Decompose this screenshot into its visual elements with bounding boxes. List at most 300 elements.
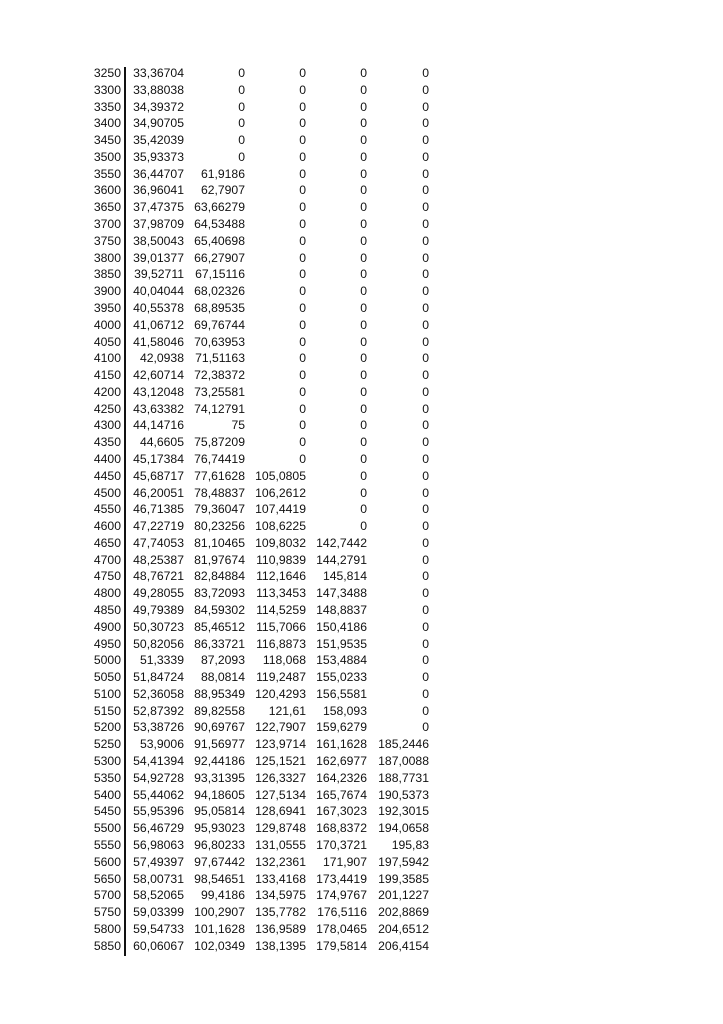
row-key-cell: 3400 (93, 116, 121, 131)
row-key-cell: 3950 (93, 300, 121, 315)
value-cell-5: 0 (422, 535, 429, 550)
value-cell-1: 42,0938 (139, 351, 184, 366)
value-cell-4: 0 (360, 334, 367, 349)
value-cell-5: 0 (422, 670, 429, 685)
value-cell-2: 62,7907 (200, 183, 245, 198)
value-cell-4: 0 (360, 116, 367, 131)
value-cell-5: 206,4154 (378, 938, 429, 953)
value-cell-2: 0 (238, 116, 245, 131)
value-cell-4: 0 (360, 435, 367, 450)
value-cell-4: 162,6977 (316, 754, 367, 769)
value-cell-4: 176,5116 (317, 905, 367, 920)
value-cell-1: 59,03399 (133, 905, 184, 920)
value-cell-5: 0 (422, 586, 429, 601)
value-cell-1: 43,63382 (133, 401, 184, 416)
row-key-cell: 5550 (93, 837, 121, 852)
value-cell-5: 0 (422, 468, 429, 483)
value-cell-1: 55,44062 (133, 787, 184, 802)
value-cell-4: 147,3488 (316, 586, 367, 601)
value-cell-2: 80,23256 (194, 519, 245, 534)
value-cell-5: 0 (422, 703, 429, 718)
value-cell-5: 0 (422, 686, 429, 701)
value-cell-5: 0 (422, 485, 429, 500)
value-cell-4: 168,8372 (316, 821, 367, 836)
value-cell-3: 129,8748 (255, 821, 306, 836)
value-cell-3: 105,0805 (255, 468, 306, 483)
value-cell-2: 0 (238, 82, 245, 97)
row-key-cell: 5150 (93, 703, 121, 718)
row-key-cell: 4900 (93, 619, 121, 634)
value-cell-4: 0 (360, 502, 367, 517)
value-cell-2: 71,51163 (195, 351, 245, 366)
value-cell-4: 0 (360, 401, 367, 416)
value-cell-2: 78,48837 (194, 485, 245, 500)
value-cell-3: 113,3453 (256, 586, 306, 601)
value-cell-1: 40,04044 (133, 284, 184, 299)
value-cell-3: 0 (299, 451, 306, 466)
value-cell-1: 49,28055 (133, 586, 184, 601)
value-cell-3: 118,068 (262, 653, 306, 668)
value-cell-4: 0 (360, 317, 367, 332)
row-key-cell: 5050 (93, 670, 121, 685)
value-cell-1: 56,98063 (133, 837, 184, 852)
value-cell-3: 0 (299, 250, 306, 265)
value-cell-4: 161,1628 (316, 737, 367, 752)
value-cell-5: 201,1227 (378, 888, 429, 903)
value-cell-2: 96,80233 (194, 837, 245, 852)
value-cell-3: 136,9589 (255, 921, 306, 936)
value-cell-4: 142,7442 (316, 535, 367, 550)
value-cell-2: 84,59302 (194, 603, 245, 617)
row-key-cell: 5650 (93, 871, 121, 886)
value-cell-1: 59,54733 (133, 921, 184, 936)
value-cell-2: 97,67442 (194, 854, 245, 869)
value-cell-1: 57,49397 (133, 854, 184, 869)
value-cell-5: 0 (422, 233, 429, 248)
value-cell-4: 156,5581 (316, 686, 367, 701)
value-cell-1: 54,41394 (133, 754, 184, 769)
value-cell-4: 150,4186 (316, 619, 367, 634)
value-cell-2: 85,46512 (194, 619, 245, 634)
row-key-cell: 3650 (93, 200, 121, 215)
value-cell-3: 135,7782 (255, 905, 306, 920)
value-cell-1: 54,92728 (133, 770, 184, 785)
value-cell-3: 0 (299, 116, 306, 131)
value-cell-5: 195,83 (391, 837, 429, 852)
value-cell-2: 0 (238, 99, 245, 114)
value-cell-2: 0 (238, 149, 245, 164)
value-cell-2: 98,54651 (194, 871, 245, 886)
value-cell-5: 204,6512 (378, 921, 429, 936)
row-key-cell: 4800 (93, 586, 121, 601)
value-cell-4: 0 (360, 250, 367, 265)
value-cell-5: 194,0658 (378, 821, 429, 836)
row-key-cell: 3700 (93, 217, 121, 232)
value-cell-1: 41,06712 (133, 317, 184, 332)
row-key-cell: 5100 (93, 686, 121, 701)
value-cell-4: 0 (360, 485, 367, 500)
value-cell-3: 0 (299, 66, 306, 80)
value-cell-4: 173,4419 (316, 871, 367, 886)
value-cell-1: 33,88038 (133, 82, 184, 97)
row-key-cell: 4850 (93, 603, 121, 617)
value-cell-1: 34,39372 (133, 99, 184, 114)
value-cell-3: 119,2487 (256, 670, 306, 685)
value-cell-2: 88,0814 (200, 670, 245, 685)
row-key-cell: 3900 (93, 284, 121, 299)
value-cell-5: 0 (422, 217, 429, 232)
value-cell-2: 94,18605 (194, 787, 245, 802)
value-cell-3: 0 (299, 384, 306, 399)
value-cell-3: 0 (299, 435, 306, 450)
value-cell-2: 102,0349 (194, 938, 245, 953)
value-cell-3: 127,5134 (255, 787, 306, 802)
row-key-cell: 3450 (93, 133, 121, 148)
value-cell-5: 187,0088 (378, 754, 429, 769)
row-key-cell: 3750 (93, 233, 121, 248)
value-cell-5: 202,8869 (378, 905, 429, 920)
value-cell-2: 93,31395 (194, 770, 245, 785)
value-cell-2: 92,44186 (194, 754, 245, 769)
value-cell-4: 0 (360, 468, 367, 483)
value-cell-2: 66,27907 (194, 250, 245, 265)
value-cell-4: 153,4884 (316, 653, 367, 668)
value-cell-1: 48,76721 (133, 569, 184, 584)
value-cell-3: 120,4293 (255, 686, 306, 701)
value-cell-1: 38,50043 (133, 233, 184, 248)
row-key-cell: 3850 (93, 267, 121, 282)
value-cell-1: 39,01377 (133, 250, 184, 265)
value-cell-3: 0 (299, 317, 306, 332)
value-cell-3: 0 (299, 284, 306, 299)
value-cell-3: 0 (299, 82, 306, 97)
value-cell-3: 0 (299, 351, 306, 366)
value-cell-2: 99,4186 (200, 888, 245, 903)
value-cell-3: 132,2361 (255, 854, 306, 869)
value-cell-5: 0 (422, 502, 429, 517)
row-key-cell: 4400 (93, 451, 121, 466)
row-key-cell: 5850 (93, 938, 121, 953)
value-cell-3: 0 (299, 401, 306, 416)
value-cell-2: 73,25581 (194, 384, 245, 399)
value-cell-2: 68,89535 (194, 300, 245, 315)
value-cell-3: 131,0555 (255, 837, 306, 852)
value-cell-3: 0 (299, 267, 306, 282)
value-cell-2: 77,61628 (194, 468, 245, 483)
value-cell-3: 0 (299, 166, 306, 181)
value-cell-4: 0 (360, 133, 367, 148)
value-cell-4: 0 (360, 418, 367, 433)
value-cell-3: 107,4419 (255, 502, 306, 517)
value-cell-1: 53,9006 (139, 737, 184, 752)
value-cell-2: 90,69767 (194, 720, 245, 735)
value-cell-2: 95,05814 (194, 804, 245, 819)
value-cell-1: 50,30723 (133, 619, 184, 634)
value-cell-3: 128,6941 (255, 804, 306, 819)
value-cell-4: 0 (360, 519, 367, 534)
row-key-cell: 3600 (93, 183, 121, 198)
value-cell-2: 86,33721 (194, 636, 245, 651)
value-cell-2: 75,87209 (194, 435, 245, 450)
value-cell-5: 0 (422, 133, 429, 148)
value-cell-1: 34,90705 (133, 116, 184, 131)
row-key-cell: 3350 (93, 99, 121, 114)
value-cell-1: 45,17384 (133, 451, 184, 466)
value-cell-5: 0 (422, 334, 429, 349)
value-cell-4: 0 (360, 200, 367, 215)
value-cell-5: 0 (422, 99, 429, 114)
value-cell-5: 0 (422, 200, 429, 215)
value-cell-3: 134,5975 (255, 888, 306, 903)
value-cell-4: 174,9767 (316, 888, 367, 903)
value-cell-2: 67,15116 (195, 267, 245, 282)
value-cell-2: 82,84884 (194, 569, 245, 584)
value-cell-5: 0 (422, 519, 429, 534)
value-cell-5: 0 (422, 166, 429, 181)
value-cell-5: 0 (422, 116, 429, 131)
value-cell-5: 0 (422, 451, 429, 466)
value-cell-5: 0 (422, 82, 429, 97)
value-cell-5: 0 (422, 653, 429, 668)
value-cell-4: 0 (360, 166, 367, 181)
value-cell-3: 0 (299, 233, 306, 248)
value-cell-1: 53,38726 (133, 720, 184, 735)
value-cell-4: 0 (360, 183, 367, 198)
value-cell-1: 33,36704 (133, 66, 184, 80)
value-cell-1: 37,98709 (133, 217, 184, 232)
value-cell-5: 0 (422, 720, 429, 735)
row-key-cell: 4300 (93, 418, 121, 433)
value-cell-4: 0 (360, 66, 367, 80)
value-cell-2: 88,95349 (194, 686, 245, 701)
value-cell-2: 70,63953 (194, 334, 245, 349)
row-key-cell: 5500 (93, 821, 121, 836)
value-cell-4: 0 (360, 451, 367, 466)
value-cell-4: 145,814 (322, 569, 367, 584)
value-cell-4: 0 (360, 300, 367, 315)
value-cell-5: 0 (422, 300, 429, 315)
value-cell-1: 41,58046 (133, 334, 184, 349)
value-cell-5: 0 (422, 435, 429, 450)
value-cell-2: 89,82558 (194, 703, 245, 718)
row-key-cell: 4500 (93, 485, 121, 500)
value-cell-2: 0 (238, 66, 245, 80)
value-cell-3: 133,4168 (255, 871, 306, 886)
value-cell-5: 185,2446 (378, 737, 429, 752)
row-key-cell: 4450 (93, 468, 121, 483)
value-cell-2: 81,10465 (194, 535, 245, 550)
value-cell-2: 95,93023 (194, 821, 245, 836)
value-cell-2: 68,02326 (194, 284, 245, 299)
value-cell-5: 0 (422, 384, 429, 399)
row-key-cell: 4000 (93, 317, 121, 332)
row-key-cell: 4350 (93, 435, 121, 450)
value-cell-1: 42,60714 (133, 368, 184, 383)
row-key-cell: 4100 (93, 351, 121, 366)
value-cell-5: 0 (422, 284, 429, 299)
value-cell-4: 0 (360, 351, 367, 366)
value-cell-1: 36,96041 (133, 183, 184, 198)
row-key-cell: 3800 (93, 250, 121, 265)
row-key-cell: 5450 (93, 804, 121, 819)
value-cell-5: 0 (422, 368, 429, 383)
value-cell-2: 74,12791 (194, 401, 245, 416)
value-cell-5: 0 (422, 317, 429, 332)
value-cell-2: 100,2907 (194, 905, 245, 920)
value-cell-1: 39,52711 (134, 267, 184, 282)
value-cell-1: 44,14716 (133, 418, 184, 433)
value-cell-2: 72,38372 (194, 368, 245, 383)
value-cell-5: 188,7731 (378, 770, 429, 785)
value-cell-3: 115,7066 (256, 619, 306, 634)
value-cell-5: 0 (422, 603, 429, 617)
value-cell-2: 91,56977 (194, 737, 245, 752)
value-cell-1: 51,84724 (133, 670, 184, 685)
value-cell-4: 165,7674 (316, 787, 367, 802)
value-cell-1: 55,95396 (133, 804, 184, 819)
row-key-cell: 4200 (93, 384, 121, 399)
row-key-cell: 4600 (93, 519, 121, 534)
value-cell-5: 0 (422, 66, 429, 80)
value-cell-4: 0 (360, 99, 367, 114)
value-cell-1: 45,68717 (133, 468, 184, 483)
value-cell-4: 164,2326 (316, 770, 367, 785)
value-cell-2: 101,1628 (194, 921, 245, 936)
row-key-cell: 3300 (93, 82, 121, 97)
row-key-cell: 5400 (93, 787, 121, 802)
row-key-cell: 3550 (93, 166, 121, 181)
value-cell-3: 108,6225 (255, 519, 306, 534)
value-cell-3: 125,1521 (255, 754, 306, 769)
value-cell-1: 35,93373 (133, 149, 184, 164)
value-cell-3: 114,5259 (256, 603, 306, 617)
value-cell-1: 50,82056 (133, 636, 184, 651)
value-cell-1: 37,47375 (133, 200, 184, 215)
value-cell-2: 65,40698 (194, 233, 245, 248)
value-cell-4: 148,8837 (316, 603, 367, 617)
value-cell-3: 0 (299, 200, 306, 215)
row-key-cell: 5200 (93, 720, 121, 735)
value-cell-3: 123,9714 (255, 737, 306, 752)
value-cell-3: 126,3327 (255, 770, 306, 785)
value-cell-4: 0 (360, 149, 367, 164)
value-cell-4: 155,0233 (316, 670, 367, 685)
value-cell-1: 43,12048 (133, 384, 184, 399)
value-cell-3: 110,9839 (256, 552, 306, 567)
value-cell-5: 0 (422, 149, 429, 164)
value-cell-3: 0 (299, 418, 306, 433)
value-cell-4: 0 (360, 217, 367, 232)
value-cell-5: 0 (422, 351, 429, 366)
value-cell-4: 0 (360, 233, 367, 248)
value-cell-1: 51,3339 (139, 653, 184, 668)
value-cell-4: 144,2791 (316, 552, 367, 567)
value-cell-1: 52,87392 (133, 703, 184, 718)
value-cell-4: 0 (360, 368, 367, 383)
value-cell-4: 0 (360, 284, 367, 299)
value-cell-5: 197,5942 (378, 854, 429, 869)
value-cell-1: 49,79389 (133, 603, 184, 617)
value-cell-1: 44,6605 (139, 435, 184, 450)
value-cell-3: 112,1646 (256, 569, 306, 584)
value-cell-1: 47,74053 (133, 535, 184, 550)
value-cell-4: 151,9535 (316, 636, 367, 651)
row-key-cell: 4550 (93, 502, 121, 517)
value-cell-2: 63,66279 (194, 200, 245, 215)
value-cell-3: 0 (299, 217, 306, 232)
row-key-cell: 5750 (93, 905, 121, 920)
value-cell-5: 0 (422, 418, 429, 433)
value-cell-1: 46,20051 (133, 485, 184, 500)
row-key-cell: 4700 (93, 552, 121, 567)
value-cell-4: 0 (360, 82, 367, 97)
value-cell-2: 81,97674 (194, 552, 245, 567)
value-cell-4: 179,5814 (316, 938, 367, 953)
value-cell-4: 171,907 (322, 854, 367, 869)
value-cell-5: 199,3585 (378, 871, 429, 886)
value-cell-5: 0 (422, 552, 429, 567)
row-key-cell: 3250 (93, 66, 121, 80)
value-cell-5: 0 (422, 569, 429, 584)
value-cell-2: 76,74419 (194, 451, 245, 466)
value-cell-5: 0 (422, 619, 429, 634)
value-cell-1: 56,46729 (133, 821, 184, 836)
value-cell-5: 190,5373 (378, 787, 429, 802)
value-cell-4: 170,3721 (316, 837, 367, 852)
value-cell-3: 0 (299, 300, 306, 315)
value-cell-3: 122,7907 (255, 720, 306, 735)
row-key-cell: 4750 (93, 569, 121, 584)
value-cell-1: 58,52065 (133, 888, 184, 903)
row-key-cell: 5300 (93, 754, 121, 769)
value-cell-4: 0 (360, 267, 367, 282)
value-cell-1: 48,25387 (133, 552, 184, 567)
value-cell-1: 60,06067 (133, 938, 184, 953)
row-key-cell: 4950 (93, 636, 121, 651)
value-cell-3: 0 (299, 133, 306, 148)
value-cell-4: 178,0465 (316, 921, 367, 936)
value-cell-5: 0 (422, 267, 429, 282)
value-cell-3: 121,61 (268, 703, 306, 718)
value-cell-4: 0 (360, 384, 367, 399)
value-cell-2: 75 (231, 418, 245, 433)
value-cell-3: 116,8873 (256, 636, 306, 651)
value-cell-2: 87,2093 (200, 653, 245, 668)
value-cell-3: 138,1395 (255, 938, 306, 953)
row-key-cell: 5000 (93, 653, 121, 668)
value-cell-1: 52,36058 (133, 686, 184, 701)
value-cell-2: 79,36047 (194, 502, 245, 517)
value-cell-3: 0 (299, 368, 306, 383)
value-cell-3: 106,2612 (255, 485, 306, 500)
value-cell-3: 109,8032 (255, 535, 306, 550)
value-cell-1: 58,00731 (133, 871, 184, 886)
value-cell-5: 0 (422, 401, 429, 416)
value-cell-1: 36,44707 (133, 166, 184, 181)
value-cell-5: 0 (422, 183, 429, 198)
value-cell-3: 0 (299, 149, 306, 164)
value-cell-3: 0 (299, 183, 306, 198)
value-cell-2: 64,53488 (194, 217, 245, 232)
value-cell-2: 83,72093 (194, 586, 245, 601)
value-cell-1: 40,55378 (133, 300, 184, 315)
value-cell-2: 69,76744 (194, 317, 245, 332)
value-cell-5: 0 (422, 636, 429, 651)
column-divider-line (124, 67, 126, 956)
value-cell-5: 192,3015 (378, 804, 429, 819)
row-key-cell: 5250 (93, 737, 121, 752)
value-cell-1: 35,42039 (133, 133, 184, 148)
